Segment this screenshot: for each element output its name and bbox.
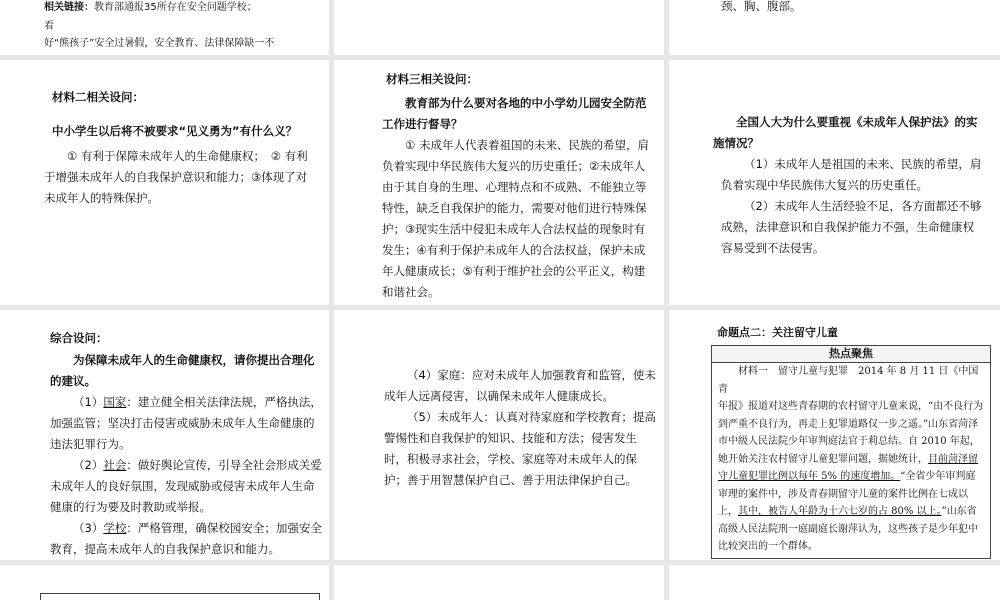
hot-topic-box <box>711 345 991 559</box>
slide-material-two <box>0 60 329 305</box>
slide-comprehensive <box>0 310 329 560</box>
slide-bottom-left <box>0 565 329 600</box>
hot-topic-first-line: 材料一 留守儿童与犯罪 2014 年 8 月 11 日《中国青 <box>718 366 979 395</box>
slide-protection-law <box>669 60 1000 305</box>
material-three-question: 教育部为什么要对各地的中小学幼儿园安全防范工作进行督导？ <box>382 96 647 131</box>
suggestion-society: （2）社会：做好舆论宣传，引导全社会形成关爱未成年人的良好氛围，发现威胁或侵害未成年人生命健康的行为要及时教助或举报。 <box>50 458 322 514</box>
protection-law-question: 全国人大为什么要重视《未成年人保护法》的实施情况？ <box>713 115 978 150</box>
suggestion-family: （4）家庭：应对未成年人加强教育和监管，使未成年人远离侵害，以确保未成年人健康成长。 <box>384 368 656 403</box>
slide-material-three <box>334 60 664 305</box>
text-line-summer: 好“熊孩子”安全过暑假，安全教育、法律保障缺一不 <box>44 38 275 49</box>
material-three-heading: 材料三相关设问： <box>386 72 478 86</box>
slide-left-behind-children <box>669 310 1000 560</box>
hot-topic-text: 年报》报道对这些青春期的农村留守儿童来说，“由不良行为到严重不良行为，再走上犯罪道路仅一步之遥。”山东省菏泽市中级人民法院少年审判庭法官于莉总结。自 2010 年起，她开始关注农村留守儿童犯罪问题，据她统计，目前菏泽留守儿童犯罪比例以每年 5% 的速度增加。“全省少年审判庭审理的案件中，涉及青春期留守儿童的案件比例在七成以上，其中，被告人年龄为十六七岁的占 80% 以上。”山东省高级人民法院刑一庭副庭长谢萍认为，这些孩子是少年犯中比较突出的一个群体。 <box>718 401 984 552</box>
slide-top-center <box>334 0 664 55</box>
protection-law-answer-2: （2）未成年人生活经验不足，各方面都还不够成熟，法律意识和自我保护能力不强，生命健康权容易受到不法侵害。 <box>721 199 982 255</box>
comprehensive-question: 为保障未成年人的生命健康权，请你提出合理化的建议。 <box>50 353 315 388</box>
suggestion-school: （3）学校：严格管理，确保校园安全；加强安全教育，提高未成年人的自我保护意识和能力。 <box>50 521 322 556</box>
protection-law-answer-1: （1）未成年人是祖国的未来、民族的希望，肩负着实现中华民族伟大复兴的历史重任。 <box>721 157 982 192</box>
material-two-heading: 材料二相关设问： <box>52 90 144 104</box>
proposition-two-heading: 命题点二：关注留守儿童 <box>717 326 838 339</box>
slide-top-left <box>0 0 329 55</box>
bottom-left-frame <box>40 593 320 600</box>
suggestion-minors: （5）未成年人：认真对待家庭和学校教育；提高警惕性和自我保护的知识、技能和方法；侵害发生时，积极寻求社会，学校、家庭等对未成年人的保护；善于用智慧保护自己、善于用法律保护自己。 <box>384 410 656 487</box>
material-two-answer: ① 有利于保障未成年人的生命健康权； ② 有利于增强未成年人的自我保护意识和能力；③体现了对未成年人的特殊保护。 <box>44 149 308 205</box>
hot-topic-title: 热点聚焦 <box>712 346 990 363</box>
text-line-look: 看 <box>44 21 54 32</box>
comprehensive-heading: 综合设问： <box>50 331 108 345</box>
material-three-answer: ① 未成年人代表着祖国的未来、民族的希望，肩负着实现中华民族伟大复兴的历史重任；②未成年人由于其自身的生理、心理特点和不成熟、不能独立等特性，缺乏自我保护的能力，需要对他们进行特殊保护；③现实生活中侵犯未成年人合法权益的现象时有发生；④有利于保护未成年人的合法权益，保护未成年人健康成长；⑤有利于维护社会的公平正义，构建和谐社会。 <box>382 138 649 299</box>
slide-bottom-center <box>334 565 664 600</box>
text-neck-chest: 颈、胸、腹部。 <box>721 0 802 13</box>
hot-topic-body <box>712 363 990 556</box>
related-link-line: 相关链接：教育部通报35所存在安全问题学校； <box>44 2 257 13</box>
slide-family-minors <box>334 310 664 560</box>
suggestion-state: （1）国家：建立健全相关法律法规，严格执法，加强监管；坚决打击侵害或威胁未成年人生命健康的违法犯罪行为。 <box>50 395 322 451</box>
material-two-question: 中小学生以后将不被要求“见义勇为”有什么义？ <box>52 124 298 138</box>
slide-bottom-right <box>669 565 1000 600</box>
slide-top-right <box>669 0 1000 55</box>
